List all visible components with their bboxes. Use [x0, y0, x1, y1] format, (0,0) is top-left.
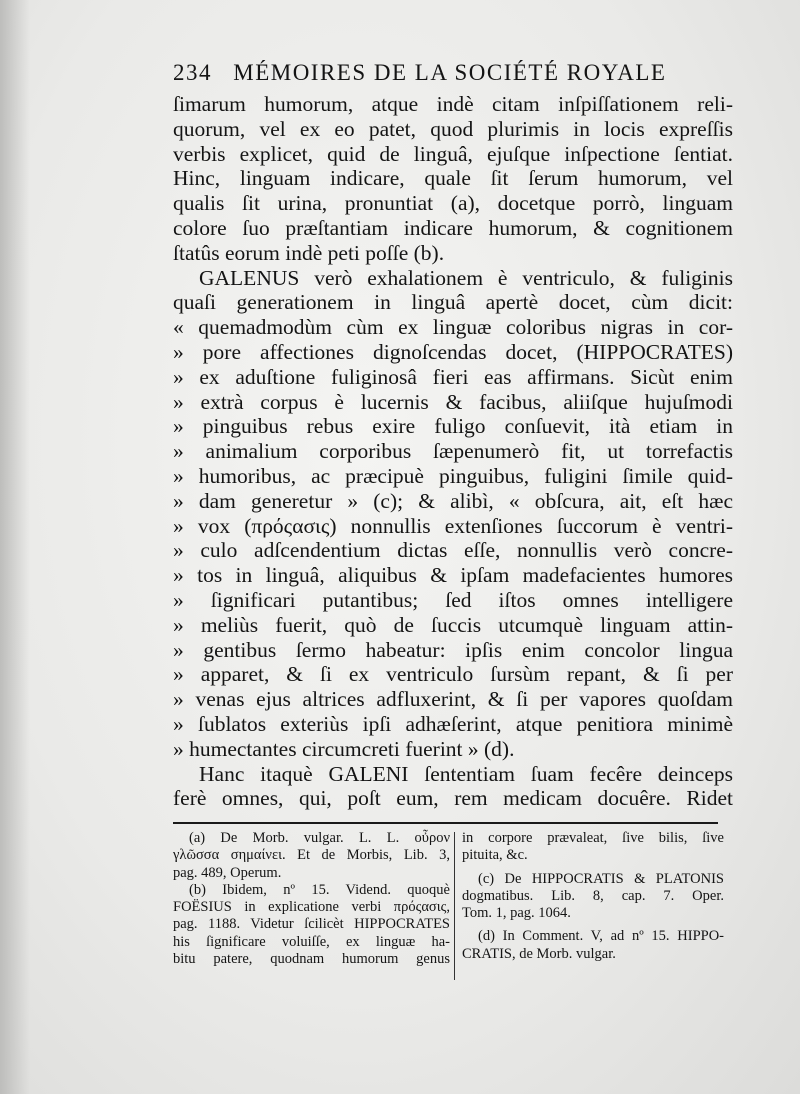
- footnote-line: pituita, &c.: [462, 847, 528, 864]
- text-line: » dam generetur » (c); & alibì, « obſcura, ait, eſt hæc: [173, 488, 733, 513]
- running-header: [173, 60, 733, 86]
- footnote-line: Tom. 1, pag. 1064.: [462, 905, 571, 922]
- text-line: » tos in linguâ, aliquibus & ipſam madefacientes humores: [173, 563, 733, 588]
- text-line: « quemadmodùm cùm ex linguæ coloribus nigras in cor-: [173, 315, 733, 340]
- text-line: Hinc, linguam indicare, quale ſit ſerum humorum, vel: [173, 166, 733, 191]
- text-line: quaſi generationem in linguâ apertè docet, cùm dicit:: [173, 290, 733, 315]
- text-line: » humoribus, ac præcipuè pinguibus, fuligini ſimile quid-: [173, 463, 733, 488]
- footnote-line: dogmatibus. Lib. 8, cap. 7. Oper.: [462, 887, 724, 904]
- running-title: MÉMOIRES DE LA SOCIÉTÉ ROYALE: [233, 60, 667, 85]
- text-line: » extrà corpus è lucernis & facibus, aliiſque hujuſmodi: [173, 389, 733, 414]
- text-line: quorum, vel ex eo patet, quod plurimis in locis expreſſis: [173, 116, 733, 141]
- footnote-line: pag. 489, Operum.: [173, 864, 282, 881]
- footnote-line: in corpore prævaleat, ſive bilis, ſive: [462, 830, 724, 846]
- footnote-line: his ſignificare voluiſſe, ex linguæ ha-: [173, 933, 450, 950]
- text-line: » animalium corporibus ſæpenumerò fit, ut torrefactis: [173, 439, 733, 464]
- text-line: colore ſuo præſtantiam indicare humorum, & cognitionem: [173, 215, 733, 240]
- text-line: » venas ejus altrices adfluxerint, & ſi per vapores quoſdam: [173, 687, 733, 712]
- text-line: » pore affectiones dignoſcendas docet, (HIPPOCRATES): [173, 339, 733, 364]
- main-text: [173, 92, 733, 811]
- footnote-line: bitu patere, quodnam humorum genus: [173, 951, 450, 968]
- text-line: » meliùs fuerit, quò de ſuccis utcumquè linguam attin-: [173, 612, 733, 637]
- text-line: » humectantes circumcreti fuerint » (d).: [173, 736, 515, 761]
- footnote-line: FOËSIUS in explicatione verbi πρόςασις,: [173, 899, 450, 916]
- footnote-rule: [173, 822, 718, 824]
- text-line: » ex aduſtione fuliginosâ fieri eas affirmans. Sicùt enim: [173, 364, 733, 389]
- text-line: ſimarum humorum, atque indè citam inſpiſſationem reli-: [173, 92, 733, 116]
- text-line: ferè omnes, qui, poſt eum, rem medicam docuêre. Ridet: [173, 786, 733, 811]
- text-line: qualis ſit urina, pronuntiat (a), docetque porrò, linguam: [173, 191, 733, 216]
- footnote-line: (c) De HIPPOCRATIS & PLATONIS: [478, 870, 724, 887]
- footnote-line: pag. 1188. Videtur ſcilicèt HIPPOCRATES: [173, 916, 450, 933]
- footnote-line: (d) In Comment. V, ad nº 15. HIPPO-: [478, 928, 724, 945]
- page-number: 234: [173, 60, 212, 85]
- footnote-line: (b) Ibidem, nº 15. Vidend. quoquè: [189, 881, 450, 898]
- text-line: » ſignificari putantibus; ſed iſtos omnes intelligere: [173, 587, 733, 612]
- binding-shadow: [0, 0, 30, 1094]
- text-line: verbis explicet, quid de linguâ, ejuſque inſpectione ſentiat.: [173, 141, 733, 166]
- footnote-column-divider: [454, 832, 455, 980]
- footnote-line: γλῶσσα σημαίνει. Et de Morbis, Lib. 3,: [173, 847, 450, 864]
- text-line: » gentibus ſermo habeatur: ipſis enim concolor lingua: [173, 637, 733, 662]
- footnotes-right-column: [462, 830, 724, 963]
- text-line: » vox (πρόςασις) nonnullis extenſiones ſuccorum è ventri-: [173, 513, 733, 538]
- footnote-line: (a) De Morb. vulgar. L. L. οὖρον: [189, 830, 450, 846]
- text-line: » ſublatos exteriùs ipſi adhæſerint, atque penitiora minimè: [173, 711, 733, 736]
- text-line: Hanc itaquè GALENI ſententiam ſuam fecêre deinceps: [199, 761, 733, 786]
- text-line: ſtatûs eorum indè peti poſſe (b).: [173, 240, 445, 265]
- footnote-line: CRATIS, de Morb. vulgar.: [462, 945, 616, 962]
- text-line: » pinguibus rebus exire fuligo conſuevit, ità etiam in: [173, 414, 733, 439]
- text-line: GALENUS verò exhalationem è ventriculo, & fuliginis: [199, 265, 733, 290]
- text-line: » culo adſcendentium dictas eſſe, nonnullis verò concre-: [173, 538, 733, 563]
- text-line: » apparet, & ſi ex ventriculo ſursùm repant, & ſi per: [173, 662, 733, 687]
- footnotes-left-column: [173, 830, 450, 968]
